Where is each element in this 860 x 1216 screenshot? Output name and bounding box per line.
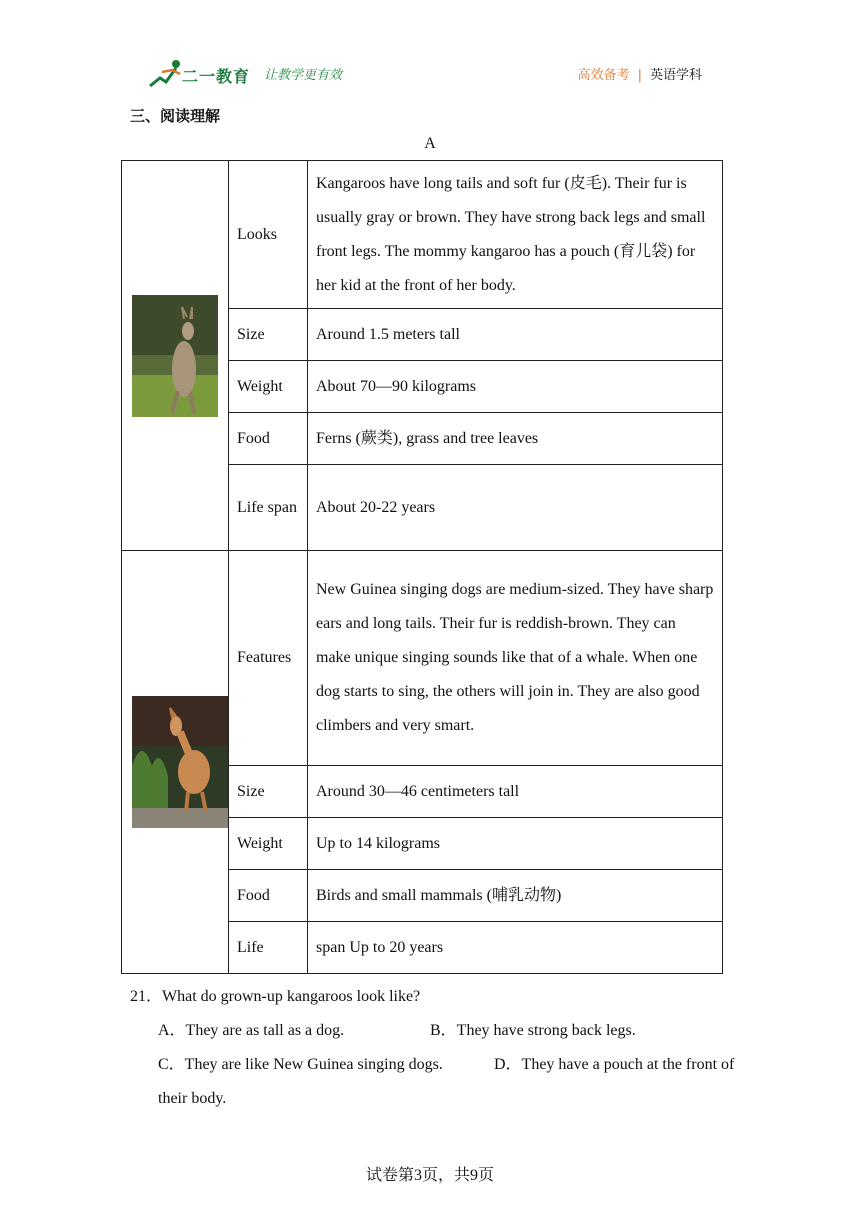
question-options [130,1014,750,1116]
header-separator: | [637,68,642,83]
kangaroo-looks-label: Looks [229,161,308,309]
part-label: A [424,135,436,152]
kangaroo-size-value: Around 1.5 meters tall [308,309,723,361]
dog-lifespan-label: Life [229,922,308,974]
page-header [0,0,860,100]
header-slogan: 让教学更有效 [264,68,343,83]
option-a[interactable]: A．They are as tall as a dog. [158,1022,345,1039]
page-footer: 试卷第3页，共9页 [365,1167,494,1184]
header-tag: 高效备考 [577,68,630,83]
kangaroo-lifespan-value: About 20-22 years [308,465,723,551]
dog-weight-value: Up to 14 kilograms [308,818,723,870]
dog-size-label: Size [229,766,308,818]
option-b[interactable]: B．They have strong back legs. [430,1022,636,1039]
option-d[interactable]: D．They have a pouch at the front of their body. [158,1056,735,1107]
option-c[interactable]: C．They are like New Guinea singing dogs. [158,1056,443,1073]
question-21 [130,980,750,1116]
dog-weight-label: Weight [229,818,308,870]
kangaroo-photo-icon [132,295,218,417]
header-subject: 英语学科 [649,68,702,83]
kangaroo-size-label: Size [229,309,308,361]
question-stem: 21．What do grown-up kangaroos look like? [130,988,421,1005]
kangaroo-food-value: Ferns (蕨类), grass and tree leaves [308,413,723,465]
kangaroo-looks-value: Kangaroos have long tails and soft fur (皮毛). Their fur is usually gray or brown. They have strong back legs and small front legs. The mommy kangaroo has a pouch (育儿袋) for her kid at the front of her body. [308,161,723,309]
dog-image-cell [122,551,229,974]
kangaroo-lifespan-label: Life span [229,465,308,551]
kangaroo-image-cell [122,161,229,551]
kangaroo-weight-value: About 70—90 kilograms [308,361,723,413]
kangaroo-weight-label: Weight [229,361,308,413]
table-row [122,161,723,309]
singing-dog-photo-icon [132,696,228,828]
section-title: 三、阅读理解 [130,107,221,125]
dog-features-value: New Guinea singing dogs are medium-sized. They have sharp ears and long tails. Their fur is reddish-brown. They can make unique singing sounds like that of a whale. When one dog starts to sing, the others will join in. They are also good climbers and very smart. [308,551,723,766]
table-row [122,551,723,766]
dog-size-value: Around 30—46 centimeters tall [308,766,723,818]
animal-info-table [121,160,723,974]
dog-food-label: Food [229,870,308,922]
dog-food-value: Birds and small mammals (哺乳动物) [308,870,723,922]
header-right [578,64,702,83]
dog-features-label: Features [229,551,308,766]
dog-lifespan-value: span Up to 20 years [308,922,723,974]
logo-text: 二一教育 [182,67,251,86]
kangaroo-food-label: Food [229,413,308,465]
